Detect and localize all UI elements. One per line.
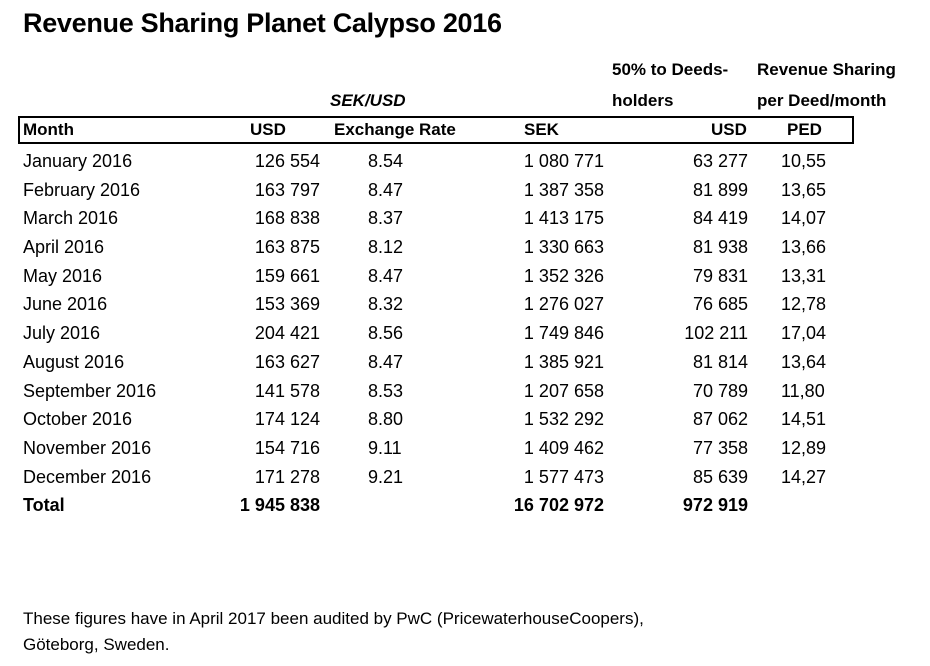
ped-cell: 13,64 bbox=[781, 351, 827, 372]
ped-cell: 14,27 bbox=[781, 466, 827, 487]
column-header-month: Month bbox=[23, 120, 74, 139]
usd-cell: 174 124 bbox=[254, 409, 320, 430]
table-row bbox=[0, 350, 930, 379]
sek-cell: 1 276 027 bbox=[523, 294, 604, 315]
month-cell: April 2016 bbox=[23, 237, 105, 258]
column-header-sek: SEK bbox=[524, 120, 559, 139]
header-deeds-line2: holders bbox=[612, 91, 674, 110]
ped-cell: 11,80 bbox=[781, 380, 825, 401]
month-cell: November 2016 bbox=[23, 437, 152, 458]
footnote-line1: These figures have in April 2017 been audited by PwC (PricewaterhouseCoopers), bbox=[23, 609, 644, 628]
usd-cell: 163 875 bbox=[254, 237, 320, 258]
usd-cell: 163 627 bbox=[254, 351, 320, 372]
rate-cell: 8.56 bbox=[368, 323, 404, 344]
table-row bbox=[0, 264, 930, 293]
usd-cell: 171 278 bbox=[254, 466, 320, 487]
usd-cell: 141 578 bbox=[254, 380, 320, 401]
header-sek-usd: SEK/USD bbox=[330, 91, 406, 110]
ped-cell: 14,07 bbox=[781, 208, 827, 229]
rate-cell: 9.11 bbox=[368, 437, 402, 458]
header-deeds-line1: 50% to Deeds- bbox=[612, 60, 729, 79]
usd-cell: 154 716 bbox=[254, 437, 320, 458]
half-usd-cell: 77 358 bbox=[692, 437, 748, 458]
ped-cell: 13,65 bbox=[781, 179, 827, 200]
sek-cell: 1 413 175 bbox=[523, 208, 604, 229]
column-header-half-usd: USD bbox=[711, 120, 747, 139]
total-row bbox=[0, 493, 930, 523]
half-usd-cell: 102 211 bbox=[684, 323, 748, 344]
month-cell: January 2016 bbox=[23, 151, 133, 171]
table-row bbox=[0, 407, 930, 436]
header-revenue-sharing-line2: per Deed/month bbox=[757, 91, 887, 110]
table-body bbox=[0, 149, 930, 523]
usd-cell: 168 838 bbox=[254, 208, 320, 229]
rate-cell: 8.47 bbox=[368, 351, 404, 372]
usd-cell: 204 421 bbox=[254, 323, 320, 344]
half-usd-cell: 79 831 bbox=[692, 265, 748, 286]
rate-cell: 8.12 bbox=[368, 237, 404, 258]
audit-footnote bbox=[23, 606, 903, 658]
table-row bbox=[0, 321, 930, 350]
half-usd-cell: 63 277 bbox=[692, 151, 748, 171]
month-cell: August 2016 bbox=[23, 351, 125, 372]
rate-cell: 9.21 bbox=[368, 466, 404, 487]
usd-cell: 126 554 bbox=[254, 151, 320, 171]
month-cell: December 2016 bbox=[23, 466, 152, 487]
rate-cell: 8.54 bbox=[368, 151, 404, 171]
column-header-ped: PED bbox=[787, 120, 822, 139]
ped-cell: 10,55 bbox=[781, 151, 827, 171]
usd-cell: 159 661 bbox=[254, 265, 320, 286]
rate-cell: 8.53 bbox=[368, 380, 404, 401]
total-usd: 1 945 838 bbox=[239, 495, 320, 516]
table-row bbox=[0, 465, 930, 494]
total-label: Total bbox=[23, 495, 65, 516]
document-title: Revenue Sharing Planet Calypso 2016 bbox=[23, 8, 502, 38]
ped-cell: 14,51 bbox=[781, 409, 827, 430]
half-usd-cell: 87 062 bbox=[692, 409, 748, 430]
half-usd-cell: 81 899 bbox=[692, 179, 748, 200]
sek-cell: 1 577 473 bbox=[523, 466, 604, 487]
sek-cell: 1 330 663 bbox=[523, 237, 604, 258]
sek-cell: 1 532 292 bbox=[523, 409, 604, 430]
half-usd-cell: 76 685 bbox=[692, 294, 748, 315]
rate-cell: 8.37 bbox=[368, 208, 404, 229]
table-row bbox=[0, 235, 930, 264]
sek-cell: 1 749 846 bbox=[523, 323, 604, 344]
table-row bbox=[0, 206, 930, 235]
table-row bbox=[0, 292, 930, 321]
total-sek: 16 702 972 bbox=[513, 495, 604, 516]
ped-cell: 12,78 bbox=[781, 294, 827, 315]
rate-cell: 8.47 bbox=[368, 179, 404, 200]
month-cell: July 2016 bbox=[23, 323, 101, 344]
footnote-line2: Göteborg, Sweden. bbox=[23, 635, 170, 654]
half-usd-cell: 70 789 bbox=[692, 380, 748, 401]
sek-cell: 1 409 462 bbox=[523, 437, 604, 458]
column-header-exchange-rate: Exchange Rate bbox=[334, 120, 456, 139]
usd-cell: 153 369 bbox=[254, 294, 320, 315]
half-usd-cell: 85 639 bbox=[692, 466, 748, 487]
ped-cell: 17,04 bbox=[781, 323, 827, 344]
ped-cell: 12,89 bbox=[781, 437, 827, 458]
header-revenue-sharing-line1: Revenue Sharing bbox=[757, 60, 896, 79]
ped-cell: 13,31 bbox=[781, 265, 827, 286]
half-usd-cell: 81 814 bbox=[692, 351, 748, 372]
sek-cell: 1 352 326 bbox=[523, 265, 604, 286]
table-row bbox=[0, 379, 930, 408]
month-cell: June 2016 bbox=[23, 294, 108, 315]
month-cell: March 2016 bbox=[23, 208, 119, 229]
month-cell: February 2016 bbox=[23, 179, 141, 200]
table-row bbox=[0, 178, 930, 207]
sek-cell: 1 080 771 bbox=[523, 151, 604, 171]
sek-cell: 1 207 658 bbox=[523, 380, 604, 401]
half-usd-cell: 81 938 bbox=[692, 237, 748, 258]
rate-cell: 8.80 bbox=[368, 409, 404, 430]
month-cell: October 2016 bbox=[23, 409, 133, 430]
table-row bbox=[0, 436, 930, 465]
rate-cell: 8.32 bbox=[368, 294, 404, 315]
table-row bbox=[0, 149, 930, 178]
sek-cell: 1 385 921 bbox=[523, 351, 604, 372]
month-cell: September 2016 bbox=[23, 380, 157, 401]
rate-cell: 8.47 bbox=[368, 265, 404, 286]
column-header-usd: USD bbox=[250, 120, 286, 139]
ped-cell: 13,66 bbox=[781, 237, 827, 258]
half-usd-cell: 84 419 bbox=[692, 208, 748, 229]
month-cell: May 2016 bbox=[23, 265, 103, 286]
sek-cell: 1 387 358 bbox=[523, 179, 604, 200]
total-half-usd: 972 919 bbox=[682, 495, 748, 516]
usd-cell: 163 797 bbox=[254, 179, 320, 200]
